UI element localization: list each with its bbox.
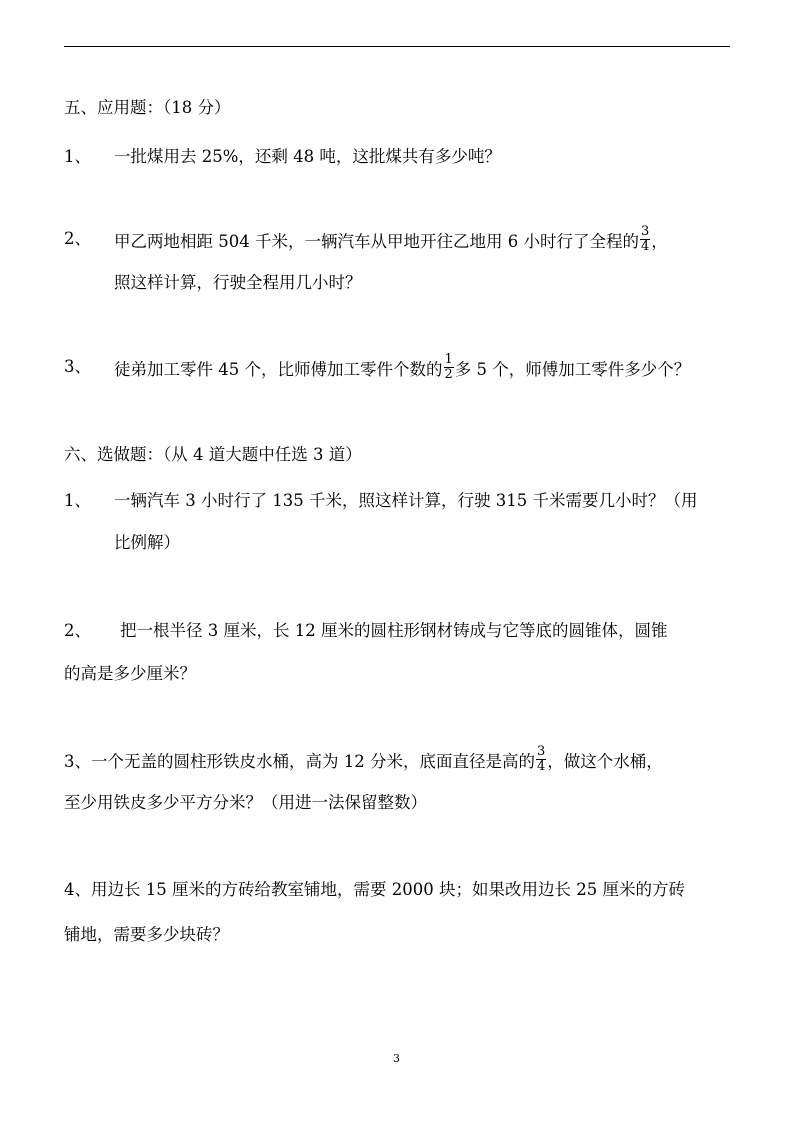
s5-q1-number: 1、 (64, 147, 91, 166)
s6-q3-text-b: ，做这个水桶， (547, 752, 663, 771)
s6-q3-text-a: 3、一个无盖的圆柱形铁皮水桶，高为 12 分米，底面直径是高的 (64, 752, 535, 771)
s6-q2-number: 2、 (64, 621, 91, 640)
fraction-denominator: 4 (640, 239, 650, 254)
s5-q2-fraction (640, 225, 650, 254)
s5-q3-number: 3、 (64, 357, 91, 376)
s6-q1-number: 1、 (64, 491, 91, 510)
section6-heading: 六、选做题：（从 4 道大题中任选 3 道） (64, 445, 362, 464)
s5-q3-text-a: 徒弟加工零件 45 个，比师傅加工零件个数的 (114, 360, 443, 379)
s6-q1-text-b: 比例解） (114, 533, 180, 552)
fraction-denominator: 4 (536, 759, 546, 774)
s5-q1-text: 一批煤用去 25%，还剩 48 吨，这批煤共有多少吨？ (114, 147, 501, 166)
s5-q3-text (114, 352, 691, 385)
s5-q3-fraction (444, 353, 454, 382)
fraction-numerator: 3 (640, 224, 650, 239)
s6-q3-text (64, 744, 663, 777)
s5-q2-text-c: 照这样计算，行驶全程用几小时？ (114, 273, 362, 292)
s5-q2-text-a: 甲乙两地相距 504 千米，一辆汽车从甲地开往乙地用 6 小时行了全程的 (114, 232, 639, 251)
s5-q2-text (114, 224, 668, 257)
header-rule (64, 46, 730, 47)
fraction-numerator: 3 (536, 744, 546, 759)
s5-q2-text-b: ， (651, 232, 668, 251)
s6-q4-text-b: 铺地，需要多少块砖？ (64, 925, 229, 944)
s5-q2-number: 2、 (64, 229, 91, 248)
s6-q2-text-b: 的高是多少厘米？ (64, 664, 196, 683)
s6-q2-text-a: 把一根半径 3 厘米，长 12 厘米的圆柱形钢材铸成与它等底的圆锥体，圆锥 (120, 621, 668, 640)
fraction-denominator: 2 (444, 367, 453, 382)
s6-q3-text-c: 至少用铁皮多少平方分米？（用进一法保留整数） (64, 793, 427, 812)
s6-q4-text-a: 4、用边长 15 厘米的方砖给教室铺地，需要 2000 块；如果改用边长 25 厘米的方砖 (64, 880, 685, 899)
s6-q3-fraction (536, 745, 546, 774)
fraction-numerator: 1 (444, 352, 453, 367)
s5-q3-text-b: 多 5 个，师傅加工零件多少个？ (454, 360, 691, 379)
page-number: 3 (393, 1052, 400, 1065)
section5-heading: 五、应用题：（18 分） (64, 98, 231, 117)
s6-q1-text-a: 一辆汽车 3 小时行了 135 千米，照这样计算，行驶 315 千米需要几小时？（用 (114, 491, 698, 510)
